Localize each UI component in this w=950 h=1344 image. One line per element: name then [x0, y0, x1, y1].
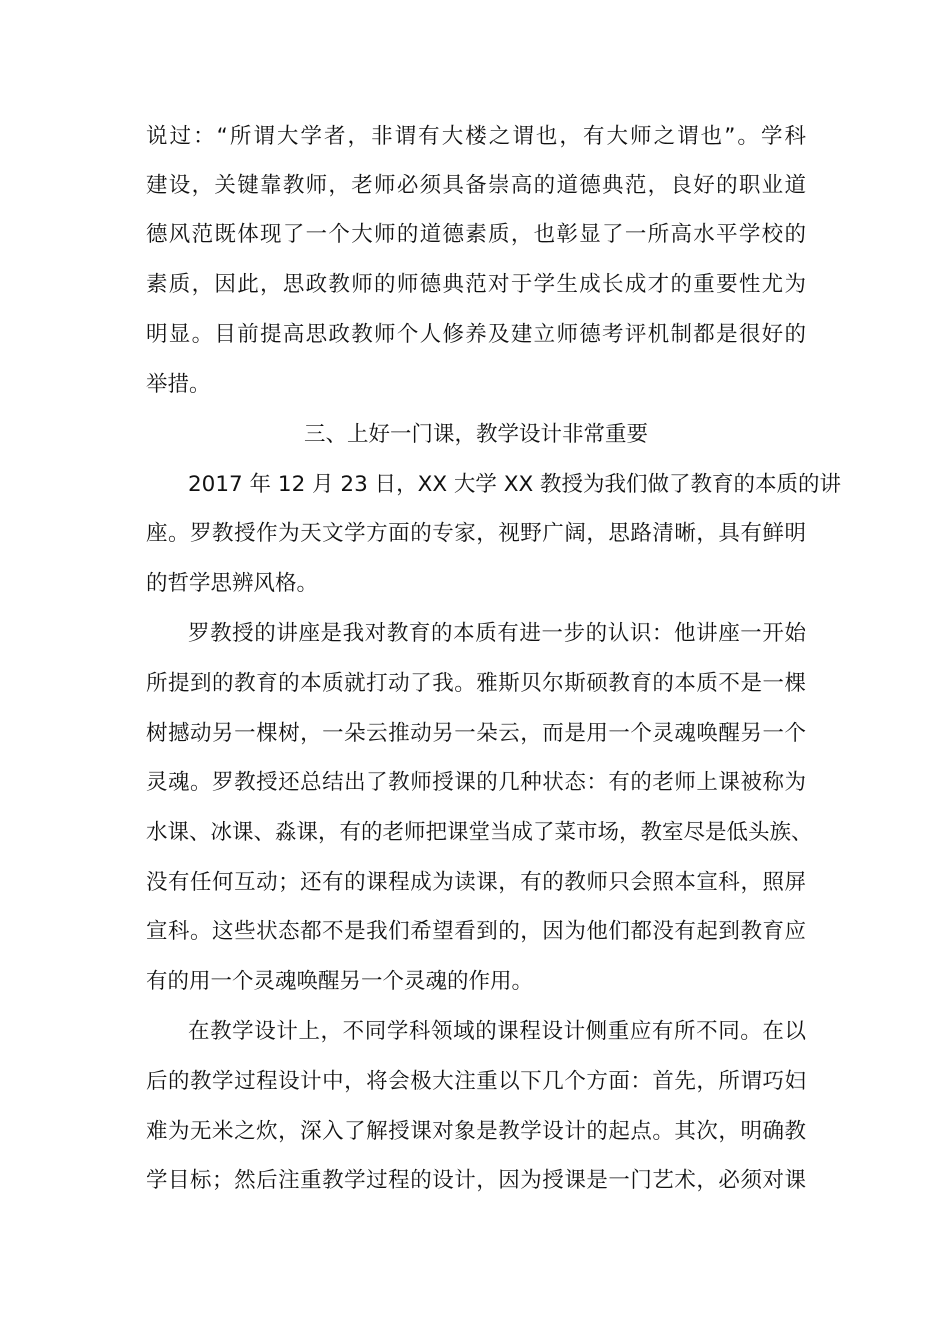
- body-text-line: 在教学设计上，不同学科领域的课程设计侧重应有所不同。在以: [188, 1019, 806, 1044]
- body-text-line: 后的教学过程设计中，将会极大注重以下几个方面：首先，所谓巧妇: [146, 1069, 806, 1094]
- body-text-line: 说过：“所谓大学者，非谓有大楼之谓也，有大师之谓也”。学科: [146, 124, 806, 149]
- body-text-line: 水课、冰课、淼课，有的老师把课堂当成了菜市场，教室尽是低头族、: [146, 820, 813, 845]
- body-text-line: 罗教授的讲座是我对教育的本质有进一步的认识：他讲座一开始: [188, 621, 806, 646]
- body-text-line: 举措。: [146, 372, 211, 397]
- body-text-line: 有的用一个灵魂唤醒另一个灵魂的作用。: [146, 969, 534, 994]
- body-text-line: 没有任何互动；还有的课程成为读课，有的教师只会照本宣科，照屏: [146, 870, 806, 895]
- body-text-line: 难为无米之炊，深入了解授课对象是教学设计的起点。其次，明确教: [146, 1119, 806, 1144]
- body-text-line: 所提到的教育的本质就打动了我。雅斯贝尔斯硕教育的本质不是一棵: [146, 671, 806, 696]
- body-text-line: 树撼动另一棵树，一朵云推动另一朵云，而是用一个灵魂唤醒另一个: [146, 721, 806, 746]
- body-text-line: 德风范既体现了一个大师的道德素质，也彰显了一所高水平学校的: [146, 222, 806, 247]
- body-text-line: 2017 年 12 月 23 日，XX 大学 XX 教授为我们做了教育的本质的讲: [188, 472, 842, 497]
- body-text-line: 宣科。这些状态都不是我们希望看到的，因为他们都没有起到教育应: [146, 919, 806, 944]
- section-heading: 三、上好一门课，教学设计非常重要: [303, 422, 648, 447]
- body-text-line: 学目标；然后注重教学过程的设计，因为授课是一门艺术，必须对课: [146, 1168, 806, 1193]
- body-text-line: 灵魂。罗教授还总结出了教师授课的几种状态：有的老师上课被称为: [146, 770, 806, 795]
- body-text-line: 明显。目前提高思政教师个人修养及建立师德考评机制都是很好的: [146, 322, 806, 347]
- body-text-line: 素质，因此，思政教师的师德典范对于学生成长成才的重要性尤为: [146, 272, 806, 297]
- body-text-line: 建设，关键靠教师，老师必须具备崇高的道德典范，良好的职业道: [146, 173, 806, 198]
- body-text-line: 的哲学思辨风格。: [146, 571, 319, 596]
- body-text-line: 座。罗教授作为天文学方面的专家，视野广阔，思路清晰，具有鲜明: [146, 521, 806, 546]
